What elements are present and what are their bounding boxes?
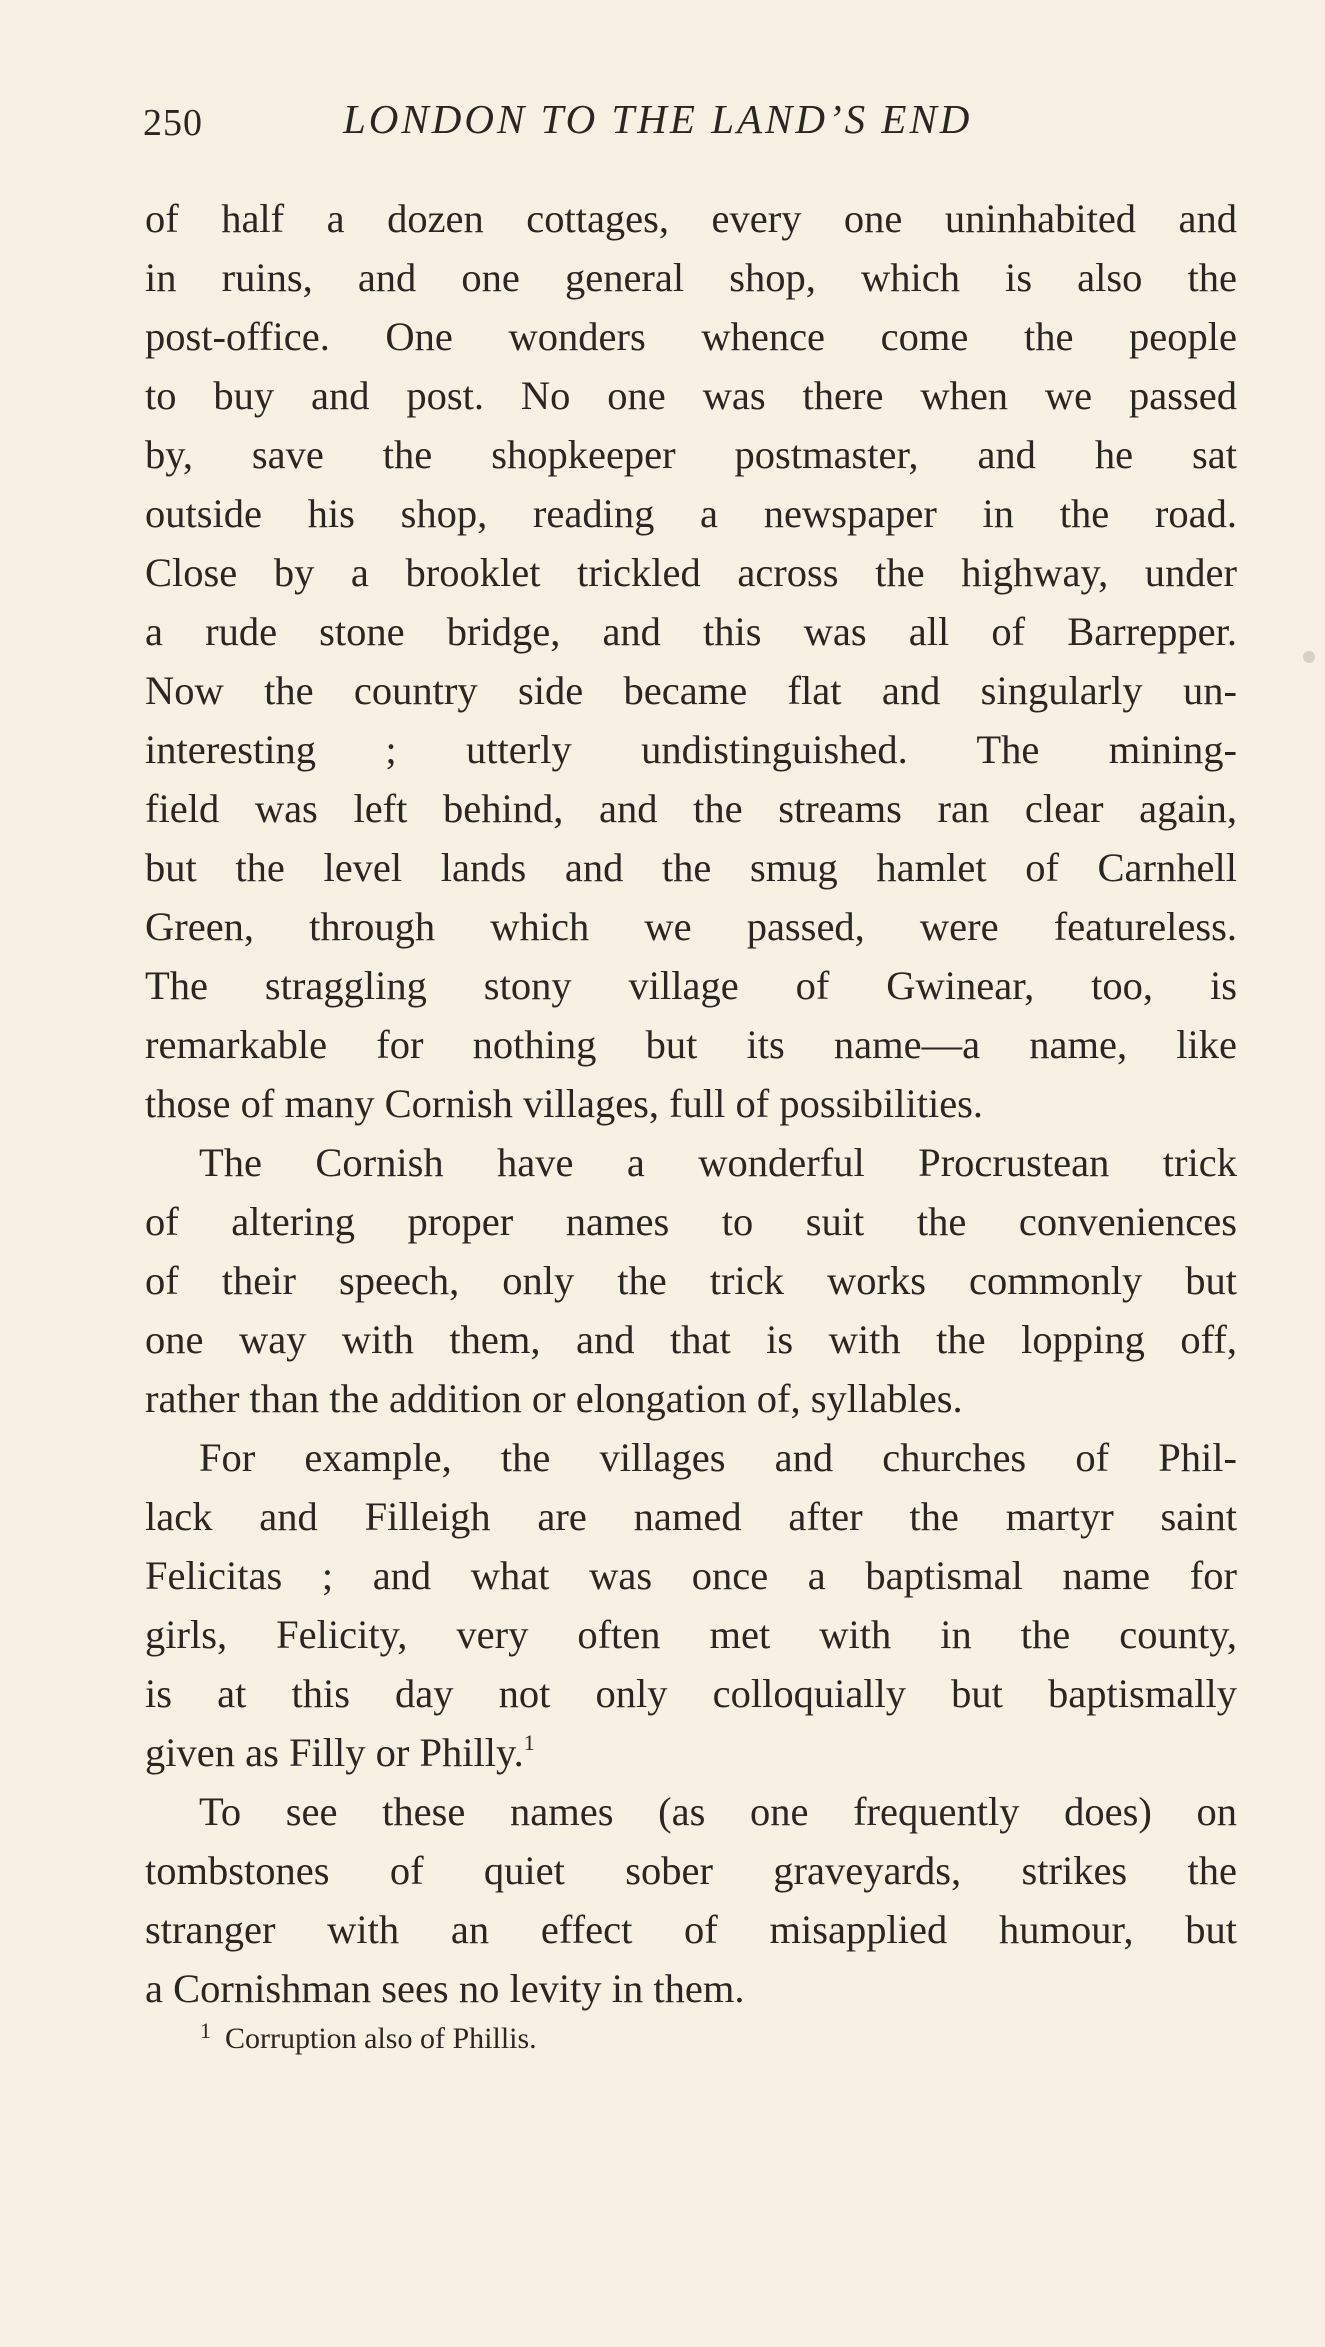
text-line — [145, 1723, 1237, 1782]
text-line: a rude stone bridge, and this was all of Barrepper. — [145, 609, 1237, 654]
text-line: interesting ; utterly undistinguished. The mining- — [145, 727, 1237, 772]
body-text — [145, 189, 1237, 2018]
footnote-mark: 1 — [200, 2018, 211, 2043]
text-line: lack and Filleigh are named after the martyr saint — [145, 1494, 1237, 1539]
paragraph — [145, 189, 1237, 1133]
text-line: Now the country side became flat and singularly un- — [145, 668, 1237, 713]
text-line: field was left behind, and the streams ran clear again, — [145, 786, 1237, 831]
paragraph — [145, 1133, 1237, 1428]
text-line: remarkable for nothing but its name—a name, like — [145, 1022, 1237, 1067]
text-line: but the level lands and the smug hamlet of Carnhell — [145, 845, 1237, 890]
text-line: in ruins, and one general shop, which is also the — [145, 255, 1237, 300]
text-line: one way with them, and that is with the lopping off, — [145, 1317, 1237, 1362]
text-line: To see these names (as one frequently does) on — [199, 1789, 1237, 1834]
running-title: LONDON TO THE LAND’S END — [343, 96, 973, 142]
paper-speck — [1303, 651, 1315, 663]
text-line: is at this day not only colloquially but baptismally — [145, 1671, 1237, 1716]
text-line: a Cornishman sees no levity in them. — [145, 1966, 745, 2011]
text-line: Green, through which we passed, were featureless. — [145, 904, 1237, 949]
text-line: For example, the villages and churches of Phil- — [199, 1435, 1237, 1480]
text-line: to buy and post. No one was there when we passed — [145, 373, 1237, 418]
text-line: The Cornish have a wonderful Procrustean trick — [199, 1140, 1237, 1185]
text-line-content: given as Filly or Philly. — [145, 1730, 524, 1775]
text-line: stranger with an effect of misapplied humour, but — [145, 1907, 1237, 1952]
text-line: outside his shop, reading a newspaper in the road. — [145, 491, 1237, 536]
page-header — [143, 95, 1243, 155]
text-line: tombstones of quiet sober graveyards, strikes the — [145, 1848, 1237, 1893]
text-line: The straggling stony village of Gwinear, too, is — [145, 963, 1237, 1008]
text-line: girls, Felicity, very often met with in the county, — [145, 1612, 1237, 1657]
text-line: Close by a brooklet trickled across the highway, under — [145, 550, 1237, 595]
page-number: 250 — [143, 102, 203, 144]
paragraph — [145, 1782, 1237, 2018]
footnote — [200, 2018, 537, 2056]
text-line: Felicitas ; and what was once a baptismal name for — [145, 1553, 1237, 1598]
footnote-text: Corruption also of Phillis. — [225, 2022, 537, 2055]
text-line: of half a dozen cottages, every one uninhabited and — [145, 196, 1237, 241]
text-line: of their speech, only the trick works commonly but — [145, 1258, 1237, 1303]
text-line: post-office. One wonders whence come the people — [145, 314, 1237, 359]
footnote-reference[interactable]: 1 — [523, 1730, 535, 1755]
text-line: those of many Cornish villages, full of possibilities. — [145, 1081, 984, 1126]
text-line: of altering proper names to suit the conveniences — [145, 1199, 1237, 1244]
text-line: by, save the shopkeeper postmaster, and he sat — [145, 432, 1237, 477]
paragraph — [145, 1428, 1237, 1782]
text-line: rather than the addition or elongation of, syllables. — [145, 1376, 963, 1421]
